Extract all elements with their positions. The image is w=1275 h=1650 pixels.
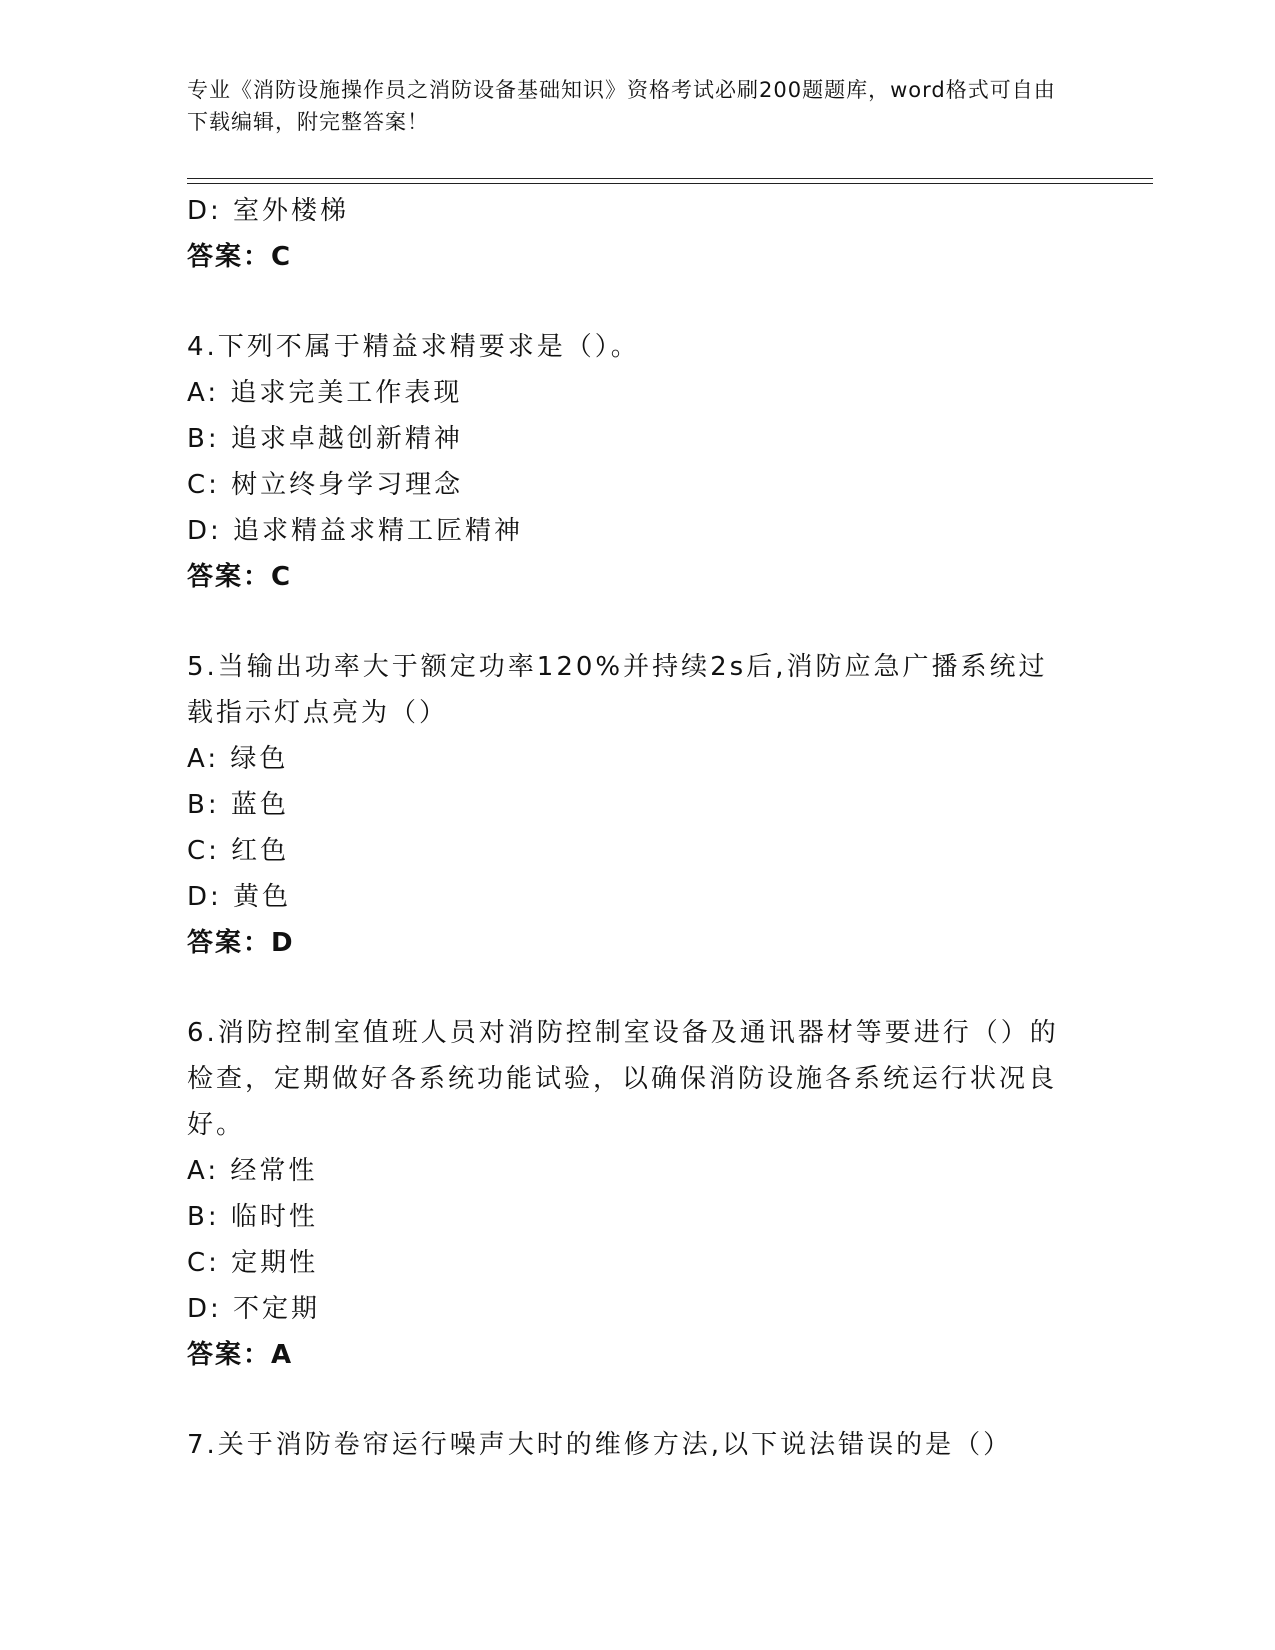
question-list xyxy=(187,188,1087,1468)
answer: 答案：C xyxy=(187,562,293,592)
option-d: D: 黄色 xyxy=(187,882,292,912)
option-b: B: 蓝色 xyxy=(187,790,289,820)
answer: 答案：C xyxy=(187,242,293,272)
option-a: A: 经常性 xyxy=(187,1156,318,1186)
header-divider-top xyxy=(187,178,1153,179)
question-stem: 4.下列不属于精益求精要求是（）。 xyxy=(187,332,640,362)
option-c: C: 定期性 xyxy=(187,1248,319,1278)
question-7 xyxy=(187,1422,1087,1468)
question-stem: 5.当输出功率大于额定功率120%并持续2s后,消防应急广播系统过载指示灯点亮为（） xyxy=(187,652,1048,728)
question-stem: 6.消防控制室值班人员对消防控制室设备及通讯器材等要进行（）的检查，定期做好各系统功能试验，以确保消防设施各系统运行状况良好。 xyxy=(187,1018,1059,1140)
option-a: A: 追求完美工作表现 xyxy=(187,378,463,408)
question-6 xyxy=(187,1010,1087,1378)
question-4 xyxy=(187,324,1087,600)
answer: 答案：D xyxy=(187,928,295,958)
option-d: D: 不定期 xyxy=(187,1294,321,1324)
answer: 答案：A xyxy=(187,1340,294,1370)
option-d: D: 室外楼梯 xyxy=(187,196,350,226)
option-a: A: 绿色 xyxy=(187,744,289,774)
option-b: B: 临时性 xyxy=(187,1202,318,1232)
option-b: B: 追求卓越创新精神 xyxy=(187,424,463,454)
option-d: D: 追求精益求精工匠精神 xyxy=(187,516,524,546)
question-stem: 7.关于消防卷帘运行噪声大时的维修方法,以下说法错误的是（） xyxy=(187,1430,1013,1460)
question-5 xyxy=(187,644,1087,966)
document-header: 专业《消防设施操作员之消防设备基础知识》资格考试必刷200题题库，word格式可自由下载编辑，附完整答案！ xyxy=(187,78,1056,134)
option-c: C: 红色 xyxy=(187,836,290,866)
option-c: C: 树立终身学习理念 xyxy=(187,470,464,500)
header-divider-bottom xyxy=(187,183,1153,184)
